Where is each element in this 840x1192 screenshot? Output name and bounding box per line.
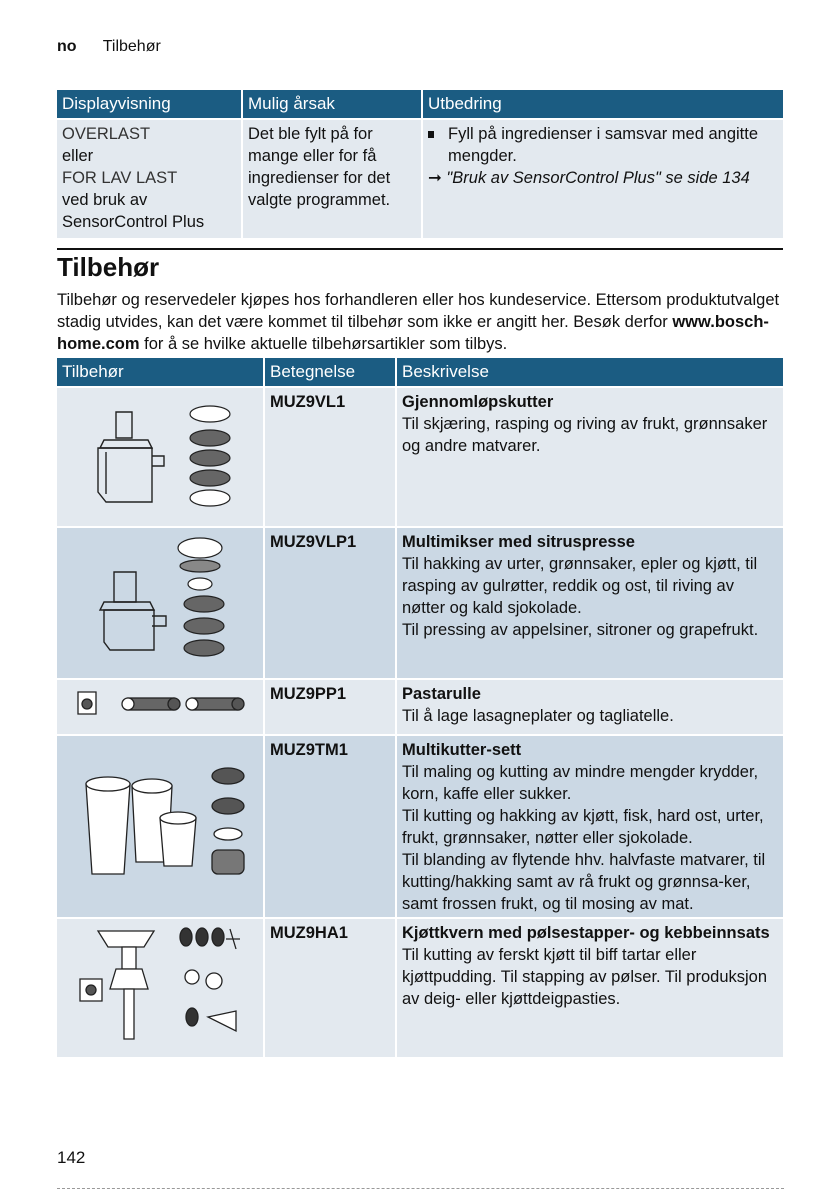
remedy-reference: "Bruk av SensorControl Plus" se side 134 bbox=[446, 169, 750, 187]
accessory-image bbox=[57, 528, 263, 678]
accessory-image bbox=[57, 736, 263, 917]
product-name: Multikutter-sett bbox=[402, 741, 522, 759]
product-description: Til kutting av ferskt kjøtt til biff tartar eller kjøttpudding. Til stapping av pølser. Til produksjon av deig- eller kjøttdeigpasties. bbox=[402, 946, 768, 1008]
remedy-cell bbox=[423, 120, 783, 238]
section-divider bbox=[57, 248, 783, 250]
multimixer-citrus-press-icon bbox=[70, 532, 250, 668]
product-code: MUZ9TM1 bbox=[270, 741, 348, 759]
col-header-remedy: Utbedring bbox=[423, 90, 783, 118]
product-code: MUZ9VL1 bbox=[270, 393, 346, 411]
col-header-display: Displayvisning bbox=[57, 90, 241, 118]
table-row bbox=[57, 120, 783, 238]
display-underload: FOR LAV LAST bbox=[62, 169, 178, 187]
running-header bbox=[57, 38, 161, 56]
troubleshooting-table bbox=[55, 88, 785, 240]
product-name: Multimikser med sitruspresse bbox=[402, 533, 635, 551]
description-cell bbox=[397, 736, 783, 917]
accessories-table bbox=[55, 356, 785, 1059]
description-cell bbox=[397, 919, 783, 1057]
table-row bbox=[57, 528, 783, 678]
product-description: Til pressing av appelsiner, sitroner og grapefrukt. bbox=[402, 621, 759, 639]
col-header-cause: Mulig årsak bbox=[243, 90, 421, 118]
arrow-right-icon: ➞ bbox=[428, 169, 447, 187]
display-sensor: SensorControl Plus bbox=[62, 213, 205, 231]
col-header-designation: Betegnelse bbox=[265, 358, 395, 386]
description-cell bbox=[397, 388, 783, 526]
bullet-square-icon bbox=[428, 131, 434, 138]
designation-cell bbox=[265, 388, 395, 526]
product-description: Til kutting og hakking av kjøtt, fisk, hard ost, urter, frukt, grønnsaker, nøtter eller sjokolade. bbox=[402, 807, 764, 847]
product-name: Kjøttkvern med pølsestapper- og kebbeinnsats bbox=[402, 924, 770, 942]
designation-cell bbox=[265, 680, 395, 734]
table-row bbox=[57, 736, 783, 917]
multi-cutter-set-icon bbox=[68, 754, 252, 894]
product-code: MUZ9PP1 bbox=[270, 685, 347, 703]
product-description: Til å lage lasagneplater og tagliatelle. bbox=[402, 707, 674, 725]
display-using: ved bruk av bbox=[62, 191, 148, 209]
product-description: Til blanding av flytende hhv. halvfaste matvarer, til kutting/hakking samt av rå frukt og grønnsa-ker, samt frossen frukt, og til mosing av mat. bbox=[402, 851, 766, 913]
accessory-image bbox=[57, 680, 263, 734]
continuous-slicer-icon bbox=[70, 392, 250, 516]
pasta-roller-icon bbox=[70, 682, 250, 726]
table-row bbox=[57, 919, 783, 1057]
designation-cell bbox=[265, 528, 395, 678]
website-link[interactable]: www.bosch-home.com bbox=[57, 313, 769, 353]
product-code: MUZ9VLP1 bbox=[270, 533, 357, 551]
col-header-accessory: Tilbehør bbox=[57, 358, 263, 386]
page-number: 142 bbox=[57, 1148, 86, 1167]
language-code: no bbox=[57, 38, 77, 55]
running-title: Tilbehør bbox=[102, 38, 161, 55]
accessory-image bbox=[57, 388, 263, 526]
product-description: Til maling og kutting av mindre mengder krydder, korn, kaffe eller sukker. bbox=[402, 763, 759, 803]
product-name: Pastarulle bbox=[402, 685, 481, 703]
accessory-image bbox=[57, 919, 263, 1057]
product-description: Til skjæring, rasping og riving av frukt, grønnsaker og andre matvarer. bbox=[402, 415, 768, 455]
display-overload: OVERLAST bbox=[62, 125, 151, 143]
description-cell bbox=[397, 528, 783, 678]
page-edge-line bbox=[57, 1188, 784, 1189]
product-code: MUZ9HA1 bbox=[270, 924, 348, 942]
section-heading: Tilbehør bbox=[57, 252, 160, 282]
intro-paragraph: Tilbehør og reservedeler kjøpes hos forhandleren eller hos kundeservice. Ettersom produktutvalget stadig utvides, kan det være kommet til tilbehør som ikke er angitt her. Besøk derfor www.bosch-home.com for å se hvilke aktuelle tilbehørsartikler som tilbys. bbox=[57, 291, 780, 353]
cause-cell: Det ble fylt på for mange eller for få ingredienser for det valgte programmet. bbox=[243, 120, 421, 238]
product-name: Gjennomløpskutter bbox=[402, 393, 554, 411]
display-cell bbox=[57, 120, 241, 238]
display-or: eller bbox=[62, 147, 94, 165]
table-row bbox=[57, 388, 783, 526]
description-cell bbox=[397, 680, 783, 734]
col-header-description: Beskrivelse bbox=[397, 358, 783, 386]
table-row bbox=[57, 680, 783, 734]
product-description: Til hakking av urter, grønnsaker, epler og kjøtt, til rasping av gulrøtter, reddik og ost, til riving av nøtter og kald sjokolade. bbox=[402, 555, 758, 617]
designation-cell bbox=[265, 736, 395, 917]
meat-grinder-icon bbox=[68, 921, 252, 1049]
remedy-text: Fyll på ingredienser i samsvar med angitte mengder. bbox=[448, 125, 759, 165]
designation-cell bbox=[265, 919, 395, 1057]
